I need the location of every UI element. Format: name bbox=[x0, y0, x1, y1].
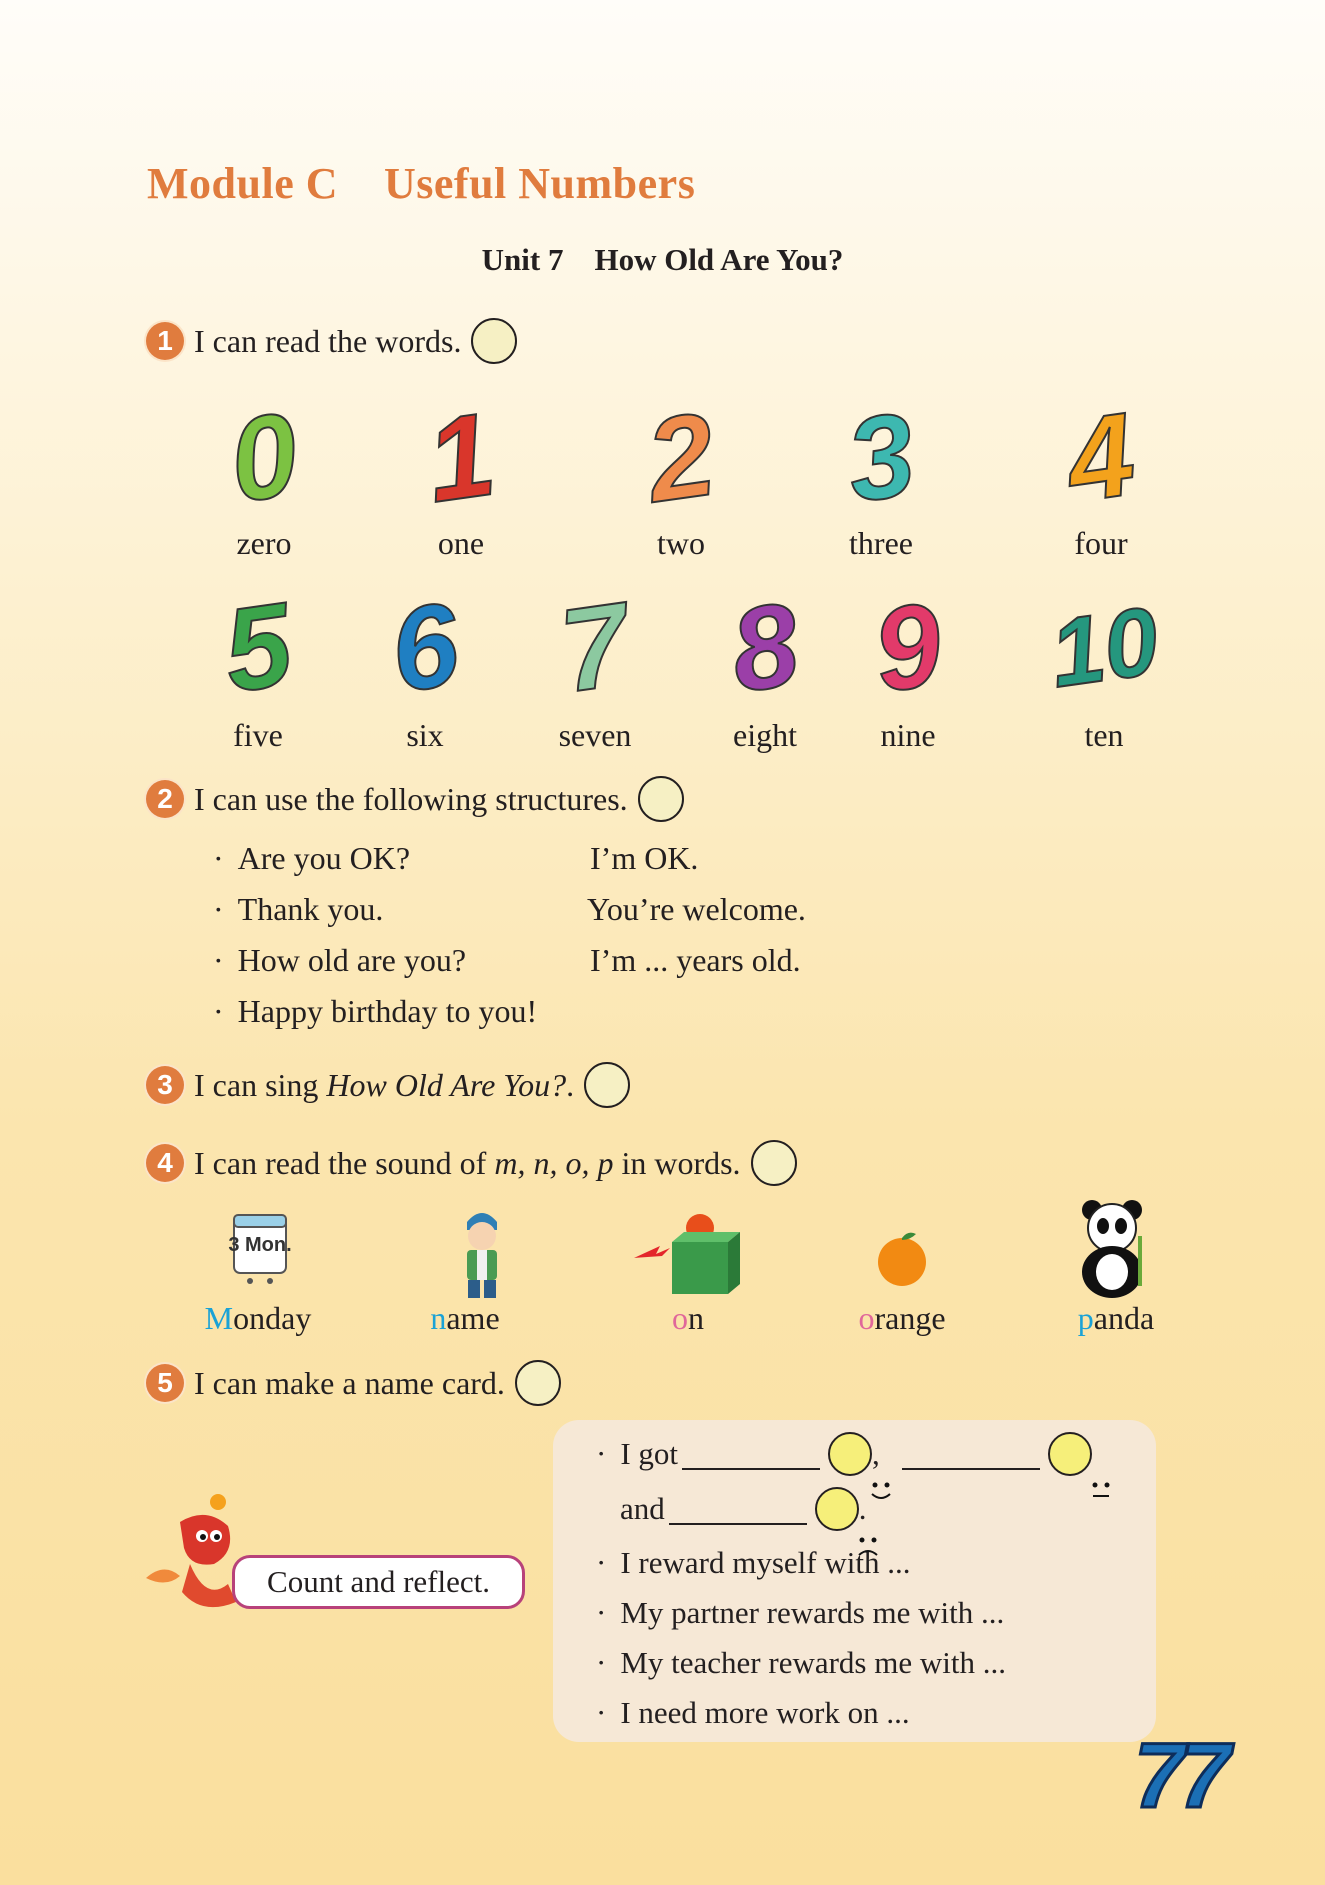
section-number-badge: 2 bbox=[146, 780, 184, 818]
sad-count-blank[interactable] bbox=[669, 1493, 807, 1525]
number-digit: 0 bbox=[222, 388, 306, 528]
highlight-letter: p bbox=[1077, 1300, 1094, 1336]
reflect-line: · My partner rewards me with ... bbox=[596, 1595, 1005, 1630]
count-and-reflect-bubble: Count and reflect. bbox=[232, 1555, 525, 1609]
section-text: I can read the words. bbox=[194, 322, 462, 359]
section-text-end: in words. bbox=[613, 1144, 741, 1181]
number-word-label: six bbox=[406, 717, 444, 753]
number-word-label: zero bbox=[236, 525, 292, 561]
number-word-label: three bbox=[849, 525, 913, 561]
smiley-face-icon bbox=[828, 1432, 872, 1476]
number-digit: 7 bbox=[553, 578, 637, 718]
section-number-badge: 5 bbox=[146, 1364, 184, 1402]
number-eight-figure-icon bbox=[695, 578, 835, 718]
sound-word-monday bbox=[158, 1300, 358, 1337]
number-word-label: ten bbox=[1084, 717, 1124, 753]
self-check-circle[interactable] bbox=[471, 318, 517, 364]
highlight-letter: M bbox=[204, 1300, 234, 1336]
number-two-figure-icon bbox=[611, 388, 751, 528]
sound-word-orange bbox=[802, 1300, 1002, 1337]
reflect-line: · My teacher rewards me with ... bbox=[596, 1645, 1006, 1680]
section-number-badge: 4 bbox=[146, 1144, 184, 1182]
section-4 bbox=[146, 1140, 797, 1186]
smile-count-blank[interactable] bbox=[682, 1438, 820, 1470]
number-digit: 4 bbox=[1059, 388, 1143, 528]
self-check-circle[interactable] bbox=[751, 1140, 797, 1186]
number-six-figure-icon bbox=[355, 578, 495, 718]
section-number-badge: 1 bbox=[146, 322, 184, 360]
sound-word-on bbox=[588, 1300, 788, 1337]
word-rest: anda bbox=[1093, 1300, 1155, 1336]
unit-title: Unit 7 How Old Are You? bbox=[481, 242, 844, 277]
number-seven-figure-icon bbox=[525, 578, 665, 718]
reflect-and-line bbox=[620, 1487, 867, 1531]
number-digit: 6 bbox=[383, 578, 467, 718]
self-check-circle[interactable] bbox=[584, 1062, 630, 1108]
highlight-letter: n bbox=[430, 1300, 447, 1336]
word-rest: range bbox=[874, 1300, 946, 1336]
number-digit: 9 bbox=[866, 578, 950, 718]
section-number-badge: 3 bbox=[146, 1066, 184, 1104]
number-digit: 8 bbox=[723, 578, 807, 718]
page-number: 77 bbox=[1134, 1725, 1225, 1827]
section-1 bbox=[146, 318, 517, 364]
panda-icon bbox=[1070, 1196, 1165, 1306]
reflect-line: · I need more work on ... bbox=[596, 1695, 910, 1730]
number-five-figure-icon bbox=[188, 578, 328, 718]
reflect-got-line: · I got , bbox=[596, 1432, 1092, 1476]
ball-on-box-icon bbox=[632, 1210, 742, 1300]
number-ten-figure-icon bbox=[1034, 578, 1174, 718]
section-text-end: . bbox=[566, 1066, 575, 1103]
sound-word-name bbox=[365, 1300, 565, 1337]
number-four-figure-icon bbox=[1031, 388, 1171, 528]
word-rest: onday bbox=[233, 1300, 312, 1336]
orange-icon bbox=[872, 1228, 932, 1293]
reflect-and-label: and bbox=[620, 1491, 665, 1526]
letters: m, n, o, p bbox=[494, 1144, 614, 1181]
number-digit: 2 bbox=[639, 388, 723, 528]
number-digit: 3 bbox=[839, 388, 923, 528]
number-zero-figure-icon bbox=[194, 388, 334, 528]
section-2 bbox=[146, 776, 684, 822]
section-text: I can read the sound of bbox=[194, 1144, 495, 1181]
section-text: I can sing bbox=[194, 1066, 327, 1103]
calendar-icon bbox=[220, 1205, 300, 1290]
neutral-face-icon bbox=[1048, 1432, 1092, 1476]
highlight-letter: o bbox=[672, 1300, 688, 1336]
module-title: Module C Useful Numbers bbox=[147, 159, 696, 208]
number-word-label: seven bbox=[558, 717, 632, 753]
number-three-figure-icon bbox=[811, 388, 951, 528]
structure-question: · Happy birthday to you! bbox=[213, 993, 538, 1029]
structure-answer: I’m ... years old. bbox=[590, 942, 801, 978]
section-text: I can use the following structures. bbox=[194, 780, 628, 817]
number-word-label: one bbox=[437, 525, 485, 561]
structure-answer: You’re welcome. bbox=[587, 891, 806, 927]
boy-icon bbox=[437, 1200, 527, 1305]
reflect-got-label: I got bbox=[620, 1436, 679, 1471]
word-rest: ame bbox=[446, 1300, 500, 1336]
highlight-letter: o bbox=[858, 1300, 875, 1336]
structure-question: · How old are you? bbox=[213, 942, 467, 978]
sad-face-icon bbox=[815, 1487, 859, 1531]
number-digit: 10 bbox=[1043, 587, 1165, 708]
number-word-label: nine bbox=[880, 717, 936, 753]
number-word-label: eight bbox=[733, 717, 797, 753]
section-3 bbox=[146, 1062, 630, 1108]
neutral-count-blank[interactable] bbox=[902, 1438, 1040, 1470]
section-text: I can make a name card. bbox=[194, 1364, 505, 1401]
self-check-circle[interactable] bbox=[638, 776, 684, 822]
self-check-circle[interactable] bbox=[515, 1360, 561, 1406]
number-nine-figure-icon bbox=[838, 578, 978, 718]
svg-text:3 Mon.: 3 Mon. bbox=[228, 1234, 292, 1256]
structure-question: · Are you OK? bbox=[213, 840, 411, 876]
word-rest: n bbox=[688, 1300, 704, 1336]
structure-question: · Thank you. bbox=[213, 891, 384, 927]
number-one-figure-icon bbox=[391, 388, 531, 528]
reflect-line: · I reward myself with ... bbox=[596, 1545, 911, 1580]
sound-word-panda bbox=[1016, 1300, 1216, 1337]
number-word-label: four bbox=[1074, 525, 1128, 561]
structure-answer: I’m OK. bbox=[590, 840, 699, 876]
number-digit: 1 bbox=[419, 388, 503, 528]
number-word-label: five bbox=[233, 717, 283, 753]
number-digit: 5 bbox=[216, 578, 300, 718]
comma: , bbox=[872, 1436, 880, 1471]
section-5 bbox=[146, 1360, 561, 1406]
period: . bbox=[858, 1491, 867, 1526]
number-word-label: two bbox=[657, 525, 705, 561]
song-title: How Old Are You? bbox=[326, 1066, 567, 1103]
